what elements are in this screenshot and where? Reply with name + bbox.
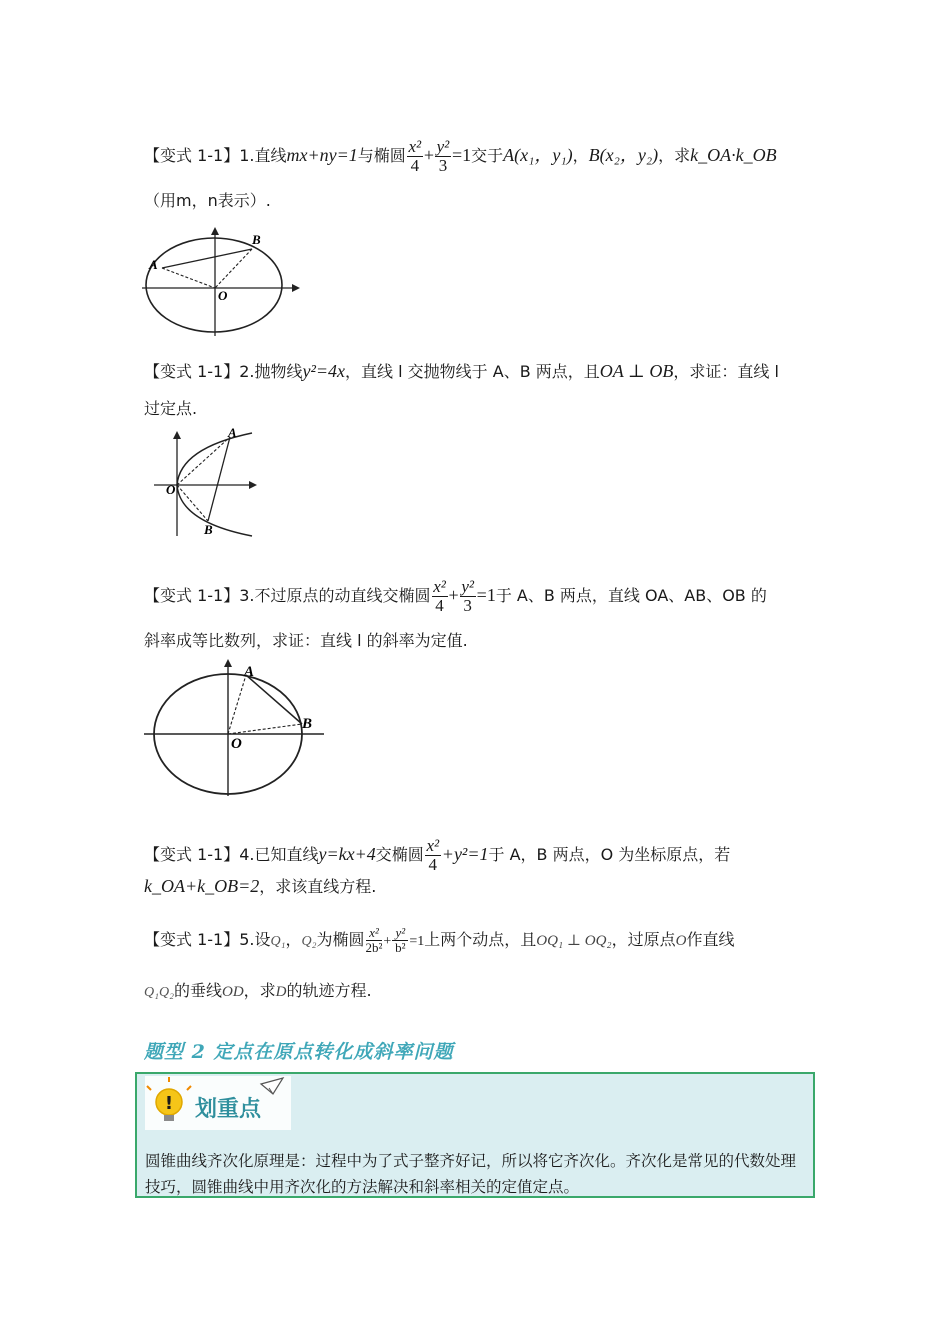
lightbulb-base [164,1115,174,1121]
fraction-x [407,138,423,175]
problem-tag: 【变式 1-1】 [144,586,240,605]
figure-label-o: O [166,482,176,497]
text: 直线 [254,146,287,165]
problem-1-line-1 [144,138,777,175]
fraction-numerator: x² [433,577,446,596]
text: 抛物线 [254,362,303,381]
figure-2-parabola [150,428,260,538]
fraction-numerator: y² [461,577,474,596]
text: ， [285,930,302,949]
line-equation: mx+ny=1 [286,145,358,165]
text: 交于 [471,146,504,165]
fraction-y [460,578,476,615]
problem-3-line-1 [144,578,767,615]
slope-product: k_OA·k_OB [690,145,777,165]
figure-label-b: B [302,716,313,732]
text: 已知直线 [254,845,319,864]
fraction-y [435,138,451,175]
figure-label-o: O [231,736,242,752]
fraction-x [425,837,441,874]
problem-number: 2. [239,362,255,381]
key-points-badge [145,1076,291,1130]
equals-one: =1 [451,145,472,165]
parabola-equation: y²=4x [302,361,346,381]
line-equation: y=kx+4 [318,844,376,864]
text: 设 [254,930,271,949]
text: 上两个动点，且 [424,930,537,949]
problem-tag: 【变式 1-1】 [144,146,240,165]
problem-1-line-2: （用m，n表示）. [144,191,271,210]
fraction-denominator: 4 [435,596,444,615]
figure-label-b: B [204,522,213,537]
text: 的轨迹方程. [286,981,372,1000]
problem-2-line-2: 过定点. [144,399,198,418]
equals-one: =1 [476,585,496,605]
fraction-x [432,578,448,615]
text: ，直线 l 交抛物线于 A、B 两点，且 [345,362,600,381]
text: ，求 [658,146,691,165]
text: 为椭圆 [316,930,365,949]
text: ，求 [243,981,276,1000]
fraction-x [366,926,383,955]
problem-5-line-2 [144,980,372,1004]
text: ，过原点 [611,930,676,949]
figure-label-o: O [218,288,228,303]
perpendicular-condition: OQ₁ ⊥ OQ₂ [536,933,612,949]
section-title: 题型 2 定点在原点转化成斜率问题 [144,1041,454,1063]
text: ，求该直线方程. [259,877,377,896]
plus-sign: + [383,934,392,949]
fraction-numerator: y² [436,137,450,156]
text: 于 A、B 两点，直线 OA、AB、OB 的 [495,586,767,605]
q2: Q₂ [301,934,317,949]
slope-sum: k_OA+k_OB=2 [144,876,260,896]
problem-tag: 【变式 1-1】 [144,362,240,381]
problem-2-line-1 [144,360,779,383]
fraction-denominator: 3 [438,156,448,175]
fraction-denominator: 4 [410,156,420,175]
problem-number: 3. [239,586,255,605]
problem-number: 5. [239,930,255,949]
key-points-box [135,1072,815,1198]
text: 交椭圆 [375,845,424,864]
figure-1-ellipse [140,226,305,338]
text: 作直线 [686,930,735,949]
plus-sign: + [448,585,459,605]
point-b: B(x₂，y₂) [588,145,659,165]
fraction-numerator: x² [408,137,422,156]
exclamation-icon: ! [164,1093,174,1114]
key-points-text: 圆锥曲线齐次化原理是：过程中为了式子整齐好记，所以将它齐次化。齐次化是常见的代数处理技巧，圆锥曲线中用齐次化的方法解决和斜率相关的定值定点。 [145,1152,797,1196]
figure-label-a: A [149,257,158,272]
figure-3-ellipse [142,658,327,798]
badge-label: 划重点 [195,1097,262,1122]
point-d: D [275,984,287,1000]
fraction-denominator: 2b² [365,940,383,955]
q1q2: Q₁Q₂ [144,985,174,1000]
fraction-denominator: 3 [463,596,472,615]
origin: O [675,933,687,949]
fraction-numerator: y² [395,925,406,940]
fraction-numerator: x² [426,836,440,855]
text: 与椭圆 [357,146,406,165]
ellipse-tail: +y²=1 [441,844,489,864]
figure-label-b: B [252,232,261,247]
problem-4-line-1 [144,837,730,874]
fraction-y [392,926,408,955]
text: 的垂线 [173,981,222,1000]
point-a: A(x₁，y₁) [503,145,573,165]
text: ，求证：直线 l [673,362,779,381]
fraction-denominator: b² [395,940,406,955]
problem-number: 4. [239,845,255,864]
problem-number: 1. [239,146,255,165]
plus-sign: + [423,145,434,165]
problem-4-line-2 [144,875,376,898]
figure-label-a: A [228,428,237,440]
od: OD [221,984,244,1000]
fraction-numerator: x² [369,925,379,940]
figure-label-a: A [244,664,255,680]
perpendicular-condition: OA ⊥ OB [599,361,674,381]
problem-5-line-1 [144,926,735,955]
q1: Q₁ [270,934,286,949]
text: ， [572,146,589,165]
fraction-denominator: 4 [428,855,438,874]
problem-3-line-2: 斜率成等比数列，求证：直线 l 的斜率为定值. [144,631,468,650]
text: 不过原点的动直线交椭圆 [254,586,431,605]
problem-tag: 【变式 1-1】 [144,845,240,864]
text: 于 A，B 两点，O 为坐标原点，若 [488,845,731,864]
problem-tag: 【变式 1-1】 [144,930,240,949]
equals-one: =1 [409,934,425,949]
